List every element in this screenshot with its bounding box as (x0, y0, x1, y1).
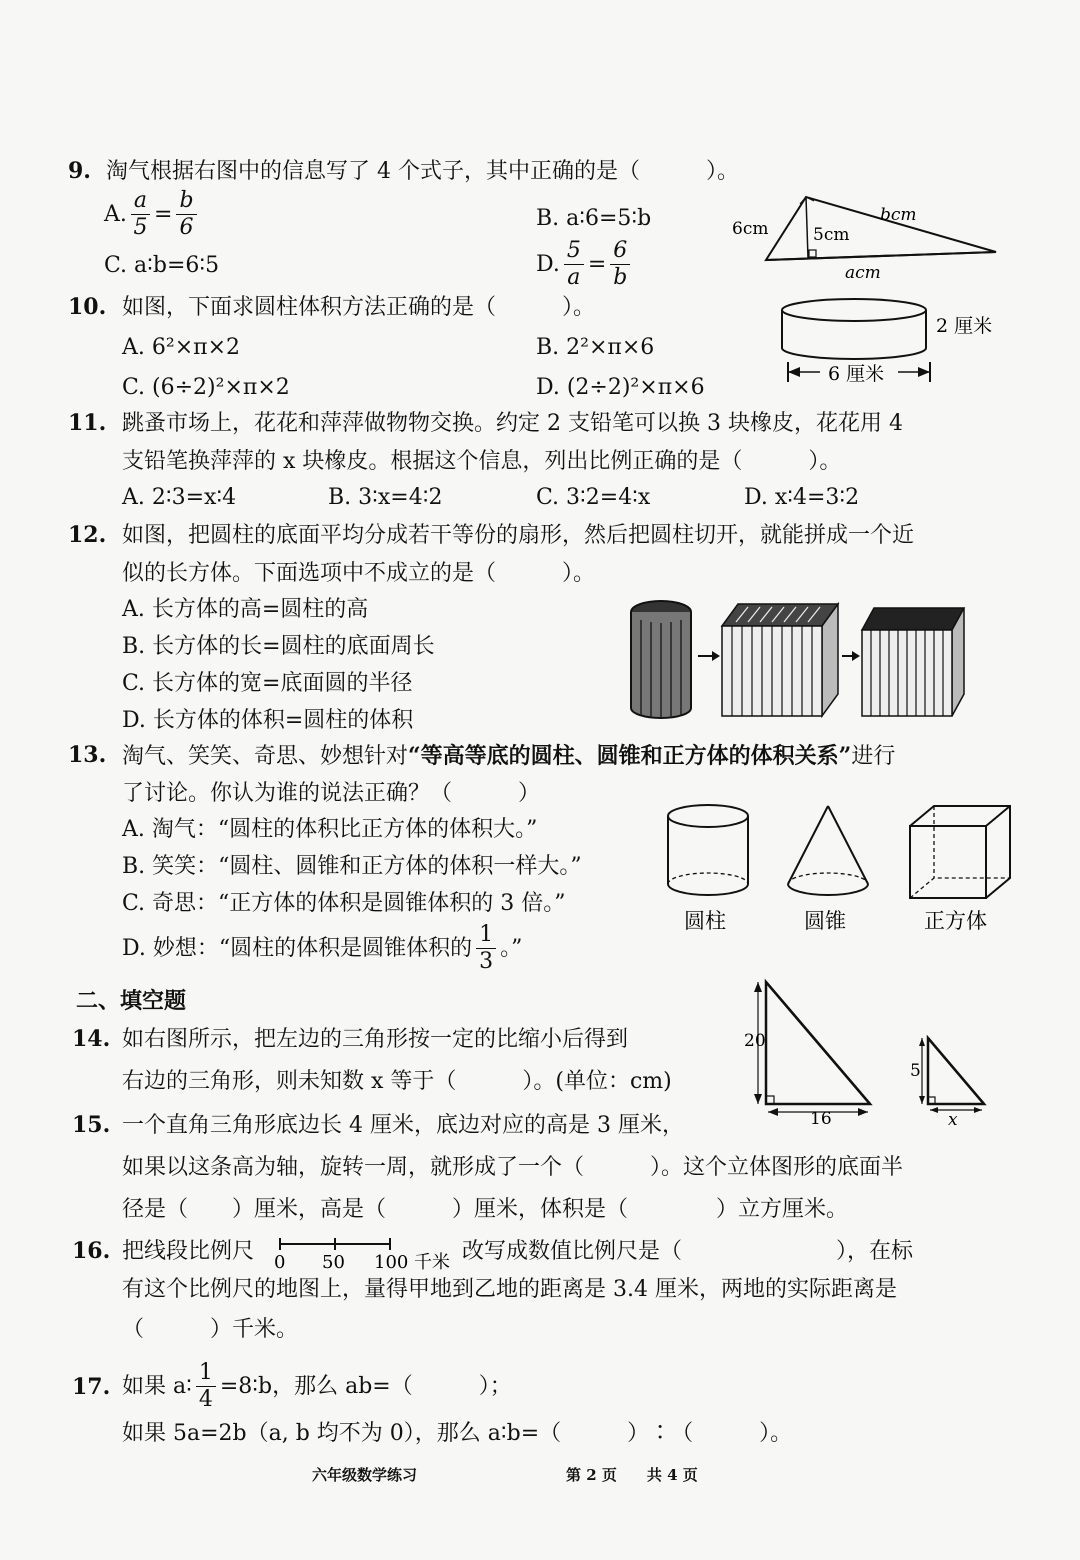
q12-option-d: D. 长方体的体积=圆柱的体积 (122, 708, 414, 733)
q14-line1: 如右图所示，把左边的三角形按一定的比缩小后得到 (122, 1027, 629, 1052)
q13-d-post: 。” (500, 935, 523, 961)
q9-option-c: C. a∶b=6∶5 (104, 253, 220, 278)
q10-fig-height-label: 2 厘米 (936, 315, 993, 337)
q9-a-frac2: $\frac{b}{6}$ (176, 188, 196, 241)
q14-triangles-figure (738, 976, 1008, 1131)
q9-stem: 淘气根据右图中的信息写了 4 个式子，其中正确的是（ ）。 (106, 159, 739, 184)
q17-number: 17. (72, 1374, 111, 1400)
q13-number: 13. (68, 742, 107, 768)
q13-d-frac: $\frac{1}{3}$ (476, 922, 496, 975)
q13-option-a: A. 淘气：“圆柱的体积比正方体的体积大。” (122, 817, 538, 842)
q11-number: 11. (68, 410, 107, 436)
q17-frac: $\frac{1}{4}$ (196, 1360, 216, 1413)
q9-d-frac2: $\frac{6}{b}$ (610, 238, 630, 291)
q10-option-d: D. (2÷2)²×π×6 (536, 375, 705, 400)
q10-number: 10. (68, 294, 107, 320)
q17-post: =8∶b，那么 ab=（ ）； (219, 1373, 512, 1399)
q13-line2: 了讨论。你认为谁的说法正确？（ ） (122, 781, 541, 806)
q16-scale-tick-50: 50 (322, 1252, 345, 1273)
q17-line1 (122, 1360, 512, 1413)
q16-scale-tick-0: 0 (274, 1252, 286, 1273)
footer-title: 六年级数学练习 (312, 1466, 418, 1484)
q16-line2: 有这个比例尺的地图上，量得甲地到乙地的距离是 3.4 厘米，两地的实际距离是 (122, 1277, 897, 1302)
q13-fig-cone-label: 圆锥 (804, 909, 846, 933)
q10-cylinder-figure (780, 296, 1020, 391)
q15-number: 15. (72, 1112, 111, 1138)
q11-option-a: A. 2∶3=x∶4 (122, 485, 237, 510)
q9-option-b: B. a∶6=5∶b (536, 206, 652, 231)
section-fill-in-heading: 二、填空题 (76, 988, 187, 1014)
q9-fig-left-label: 6cm (732, 219, 769, 239)
q12-option-b: B. 长方体的长=圆柱的底面周长 (122, 634, 435, 659)
q11-line2: 支铅笔换萍萍的 x 块橡皮。根据这个信息，列出比例正确的是（ ）。 (122, 449, 842, 474)
q10-fig-diameter-label: 6 厘米 (828, 363, 885, 385)
q9-d-eq: = (587, 251, 607, 277)
q12-option-c: C. 长方体的宽=底面圆的半径 (122, 671, 413, 696)
q12-line2: 似的长方体。下面选项中不成立的是（ ）。 (122, 561, 596, 586)
q17-line2: 如果 5a=2b（a, b 均不为 0），那么 a∶b=（ ）∶（ ）。 (122, 1421, 793, 1446)
q14-number: 14. (72, 1026, 111, 1052)
q9-number: 9. (68, 158, 91, 184)
q13-fig-cube-label: 正方体 (924, 909, 987, 933)
q12-number: 12. (68, 522, 107, 548)
q9-a-label: A. (104, 201, 127, 227)
q15-line3: 径是（ ）厘米，高是（ ）厘米，体积是（ ）立方厘米。 (122, 1197, 849, 1222)
q9-a-eq: = (154, 201, 173, 227)
q16-line3: （ ）千米。 (122, 1317, 299, 1342)
q9-fig-height-label: 5cm (813, 225, 850, 245)
q16-scale-tick-100: 100 (374, 1252, 409, 1273)
q10-option-a: A. 6²×π×2 (122, 335, 241, 360)
q9-a-frac1: $\frac{a}{5}$ (131, 188, 150, 241)
q9-d-frac1: $\frac{5}{a}$ (564, 238, 584, 291)
q13-d-pre: D. 妙想：“圆柱的体积是圆锥体积的 (122, 935, 473, 961)
q14-line2: 右边的三角形，则未知数 x 等于（ ）。(单位：cm) (122, 1069, 672, 1094)
q13-solids-figure (660, 800, 1020, 940)
q13-line1 (122, 742, 895, 771)
q14-fig-small-base: x (948, 1110, 958, 1130)
q11-option-d: D. x∶4=3∶2 (744, 485, 860, 510)
q11-option-c: C. 3∶2=4∶x (536, 485, 651, 510)
q9-fig-hyp-label: bcm (880, 205, 917, 225)
q12-cylinder-cut-figure (626, 590, 971, 722)
q16-post: 改写成数值比例尺是（ ），在标 (462, 1239, 914, 1264)
q16-number: 16. (72, 1238, 111, 1264)
q16-pre: 把线段比例尺 (122, 1239, 255, 1264)
q9-d-label: D. (536, 251, 560, 277)
q17-pre: 如果 a∶ (122, 1373, 192, 1399)
q12-option-a: A. 长方体的高=圆柱的高 (122, 597, 369, 622)
q13-option-d (122, 922, 522, 975)
q9-fig-base-label: acm (845, 263, 881, 283)
q13-option-b: B. 笑笑：“圆柱、圆锥和正方体的体积一样大。” (122, 854, 582, 879)
q13-fig-cylinder-label: 圆柱 (684, 909, 726, 933)
q13-option-c: C. 奇思：“正方体的体积是圆锥体积的 3 倍。” (122, 891, 566, 916)
q11-line1: 跳蚤市场上，花花和萍萍做物物交换。约定 2 支铅笔可以换 3 块橡皮，花花用 4 (122, 411, 903, 436)
q13-line1-bold: “等高等底的圆柱、圆锥和正方体的体积关系” (408, 743, 852, 769)
q15-line1: 一个直角三角形底边长 4 厘米，底边对应的高是 3 厘米， (122, 1113, 684, 1138)
q16-line-scale (268, 1234, 468, 1274)
footer-page: 第 2 页 共 4 页 (566, 1466, 698, 1484)
q16-scale-unit: 千米 (414, 1252, 450, 1273)
q9-option-a (104, 188, 201, 241)
q10-option-b: B. 2²×π×6 (536, 335, 655, 360)
q15-line2: 如果以这条高为轴，旋转一周，就形成了一个（ ）。这个立体图形的底面半 (122, 1155, 904, 1180)
q11-option-b: B. 3∶x=4∶2 (328, 485, 443, 510)
q10-option-c: C. (6÷2)²×π×2 (122, 375, 290, 400)
q14-fig-big-height: 20 (744, 1031, 766, 1051)
q9-option-d (536, 238, 634, 291)
q13-line1-post: 进行 (851, 744, 896, 769)
q14-fig-big-base: 16 (810, 1109, 832, 1129)
q10-stem: 如图，下面求圆柱体积方法正确的是（ ）。 (122, 295, 596, 320)
q14-fig-small-height: 5 (910, 1061, 921, 1081)
q9-triangle-figure (730, 190, 1010, 285)
q13-line1-pre: 淘气、笑笑、奇思、妙想针对 (122, 744, 409, 769)
q12-line1: 如图，把圆柱的底面平均分成若干等份的扇形，然后把圆柱切开，就能拼成一个近 (122, 523, 915, 548)
